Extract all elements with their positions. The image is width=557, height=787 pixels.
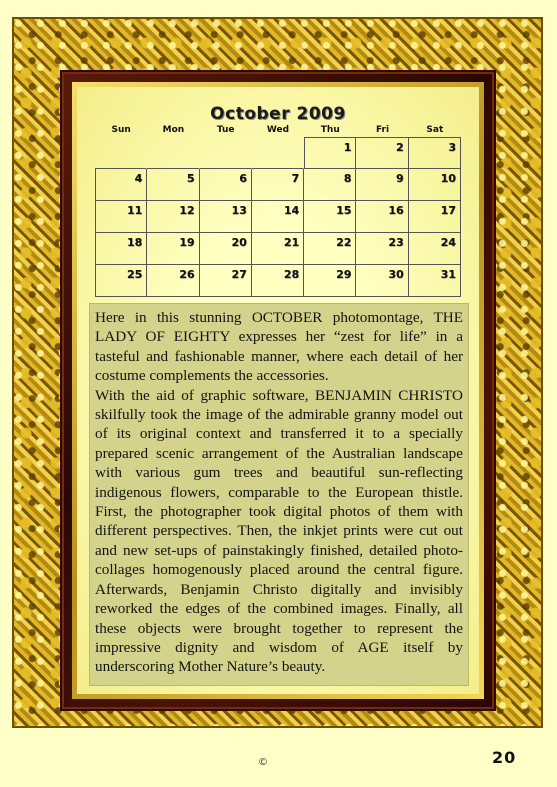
calendar-day-cell: 6 <box>200 169 252 201</box>
calendar-day-cell: 31 <box>409 265 461 297</box>
page-number: 20 <box>492 748 517 767</box>
calendar-day-cell: 1 <box>304 137 356 169</box>
weekday-label: Mon <box>162 125 185 135</box>
calendar-day-cell: 13 <box>200 201 252 233</box>
calendar-title: October 2009 <box>210 104 346 124</box>
calendar-week-row <box>95 169 461 201</box>
calendar-day-cell: 26 <box>147 265 199 297</box>
calendar-empty-cell <box>252 137 304 169</box>
calendar-empty-cell <box>95 137 147 169</box>
calendar-grid <box>95 125 461 297</box>
calendar-day-cell: 27 <box>200 265 252 297</box>
calendar-weeks <box>95 137 461 297</box>
calendar-day-cell: 25 <box>95 265 147 297</box>
calendar-week-row <box>95 201 461 233</box>
calendar-week-row <box>95 137 461 169</box>
copyright-symbol: © <box>258 757 268 768</box>
calendar-day-cell: 10 <box>409 169 461 201</box>
calendar-day-cell: 4 <box>95 169 147 201</box>
calendar-day-cell: 8 <box>304 169 356 201</box>
calendar-week-row <box>95 265 461 297</box>
calendar-day-cell: 22 <box>304 233 356 265</box>
calendar-day-cell: 19 <box>147 233 199 265</box>
calendar-day-cell: 15 <box>304 201 356 233</box>
weekday-label: Tue <box>216 125 235 135</box>
calendar-day-cell: 30 <box>356 265 408 297</box>
calendar-empty-cell <box>200 137 252 169</box>
calendar-day-cell: 5 <box>147 169 199 201</box>
calendar-day-cell: 24 <box>409 233 461 265</box>
calendar-day-cell: 18 <box>95 233 147 265</box>
calendar-day-cell: 23 <box>356 233 408 265</box>
weekday-label: Sun <box>111 125 131 135</box>
weekday-label: Fri <box>375 125 390 135</box>
calendar-day-cell: 12 <box>147 201 199 233</box>
calendar-day-cell: 3 <box>409 137 461 169</box>
calendar-day-cell: 28 <box>252 265 304 297</box>
weekday-header-row <box>95 125 461 137</box>
description-text-box <box>89 303 469 686</box>
calendar-day-cell: 16 <box>356 201 408 233</box>
calendar-day-cell: 14 <box>252 201 304 233</box>
description-paragraph: Here in this stunning OCTOBER photomontage, THE LADY OF EIGHTY expresses her “zest for life” in a tasteful and fashionable manner, where each detail of her costume complements the accessories. <box>95 309 463 385</box>
calendar-empty-cell <box>147 137 199 169</box>
weekday-label: Sat <box>426 125 444 135</box>
calendar-day-cell: 17 <box>409 201 461 233</box>
calendar-day-cell: 21 <box>252 233 304 265</box>
calendar-day-cell: 11 <box>95 201 147 233</box>
calendar-day-cell: 7 <box>252 169 304 201</box>
calendar-week-row <box>95 233 461 265</box>
calendar-day-cell: 20 <box>200 233 252 265</box>
calendar-day-cell: 2 <box>356 137 408 169</box>
weekday-label: Wed <box>266 125 290 135</box>
calendar-day-cell: 9 <box>356 169 408 201</box>
description-paragraph: With the aid of graphic software, BENJAMIN CHRISTO skilfully took the image of the admirable granny model out of its original context and transferred it to a specially prepared scenic arrangement of the Australian landscape with various gum trees and beautiful sun-reflecting indigenous flowers, comparable to the European thistle. First, the photographer took digital photos of them with different perspectives. Then, the inkjet prints were cut out and new set-ups of painstakingly finished, detailed photo-collages homogenously placed around the central figure. Afterwards, Benjamin Christo digitally and invisibly reworked the edges of the combined images. Finally, all these objects were brought together to represent the impressive dignity and wisdom of AGE itself by underscoring Mother Nature’s beauty. <box>95 386 463 676</box>
calendar-day-cell: 29 <box>304 265 356 297</box>
weekday-label: Thu <box>320 125 340 135</box>
